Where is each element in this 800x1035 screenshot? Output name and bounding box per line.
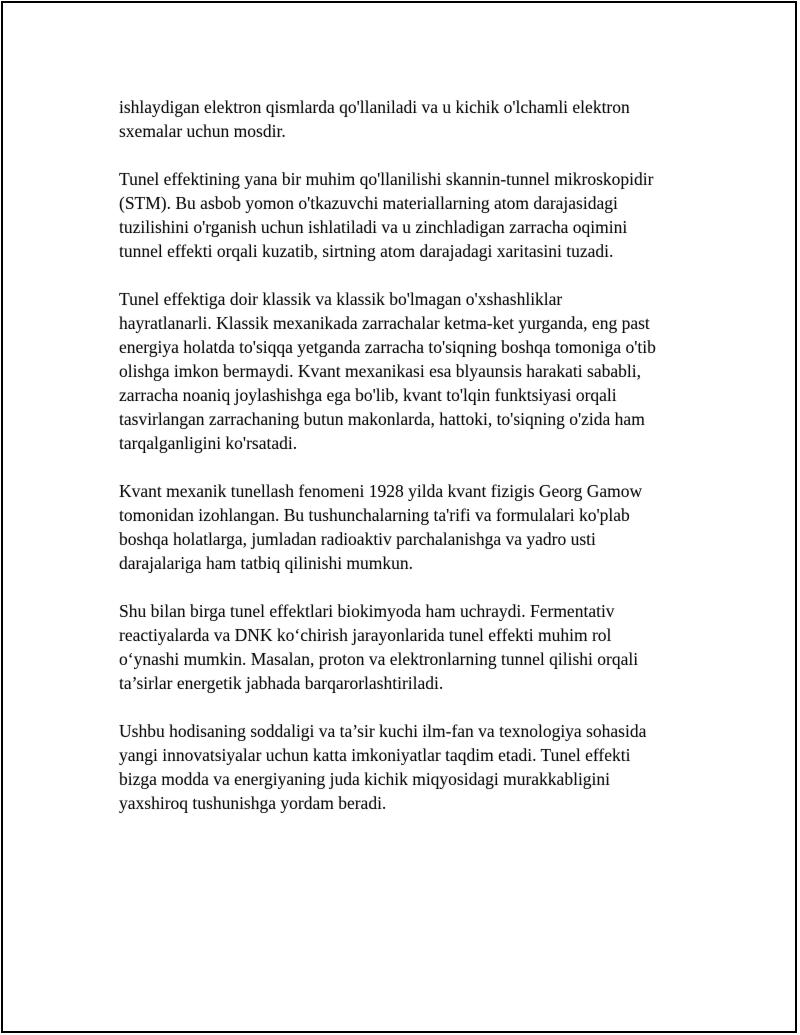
text-line: sxemalar uchun mosdir. <box>119 121 286 141</box>
text-line: yaxshiroq tushunishga yordam beradi. <box>119 793 387 813</box>
text-line: tunnel effekti orqali kuzatib, sirtning atom darajadagi xaritasini tuzadi. <box>119 241 614 261</box>
text-line: ta’sirlar energetik jabhada barqarorlashtiriladi. <box>119 673 444 693</box>
text-line: Kvant mexanik tunellash fenomeni 1928 yilda kvant fizigis Georg Gamow <box>119 481 643 501</box>
text-line: energiya holatda to'siqqa yetganda zarracha to'siqning boshqa tomoniga o'tib <box>119 337 656 357</box>
text-line: bizga modda va energiyaning juda kichik miqyosidagi murakkabligini <box>119 769 611 789</box>
text-line: olishga imkon bermaydi. Kvant mexanikasi esa blyaunsis harakati sababli, <box>119 361 641 381</box>
text-line: zarracha noaniq joylashishga ega bo'lib, kvant to'lqin funktsiyasi orqali <box>119 385 617 405</box>
text-line: ishlaydigan elektron qismlarda qo'llaniladi va u kichik o'lchamli elektron <box>119 97 630 117</box>
text-line: Tunel effektiga doir klassik va klassik bo'lmagan o'xshashliklar <box>119 289 563 309</box>
paragraph-2 <box>119 167 699 263</box>
text-line: (STM). Bu asbob yomon o'tkazuvchi materiallarning atom darajasidagi <box>119 193 618 213</box>
text-line: o‘ynashi mumkin. Masalan, proton va elektronlarning tunnel qilishi orqali <box>119 649 639 669</box>
text-line: tuzilishini o'rganish uchun ishlatiladi va u zinchladigan zarracha oqimini <box>119 217 628 237</box>
document-body <box>119 95 699 839</box>
paragraph-6 <box>119 719 699 815</box>
text-line: darajalariga ham tatbiq qilinishi mumkun. <box>119 553 414 573</box>
text-line: hayratlanarli. Klassik mexanikada zarrachalar ketma-ket yurganda, eng past <box>119 313 650 333</box>
text-line: Tunel effektining yana bir muhim qo'llanilishi skannin-tunnel mikroskopidir <box>119 169 654 189</box>
text-line: yangi innovatsiyalar uchun katta imkoniyatlar taqdim etadi. Tunel effekti <box>119 745 631 765</box>
text-line: tarqalganligini ko'rsatadi. <box>119 433 298 453</box>
paragraph-1 <box>119 95 699 143</box>
paragraph-5 <box>119 599 699 695</box>
text-line: tomonidan izohlangan. Bu tushunchalarning ta'rifi va formulalari ko'plab <box>119 505 630 525</box>
text-line: reactiyalarda va DNK ko‘chirish jarayonlarida tunel effekti muhim rol <box>119 625 612 645</box>
paragraph-3 <box>119 287 699 455</box>
paragraph-4 <box>119 479 699 575</box>
text-line: Shu bilan birga tunel effektlari biokimyoda ham uchraydi. Fermentativ <box>119 601 615 621</box>
page-frame <box>1 1 797 1033</box>
text-line: Ushbu hodisaning soddaligi va ta’sir kuchi ilm-fan va texnologiya sohasida <box>119 721 647 741</box>
text-line: tasvirlangan zarrachaning butun makonlarda, hattoki, to'siqning o'zida ham <box>119 409 645 429</box>
text-line: boshqa holatlarga, jumladan radioaktiv parchalanishga va yadro usti <box>119 529 596 549</box>
